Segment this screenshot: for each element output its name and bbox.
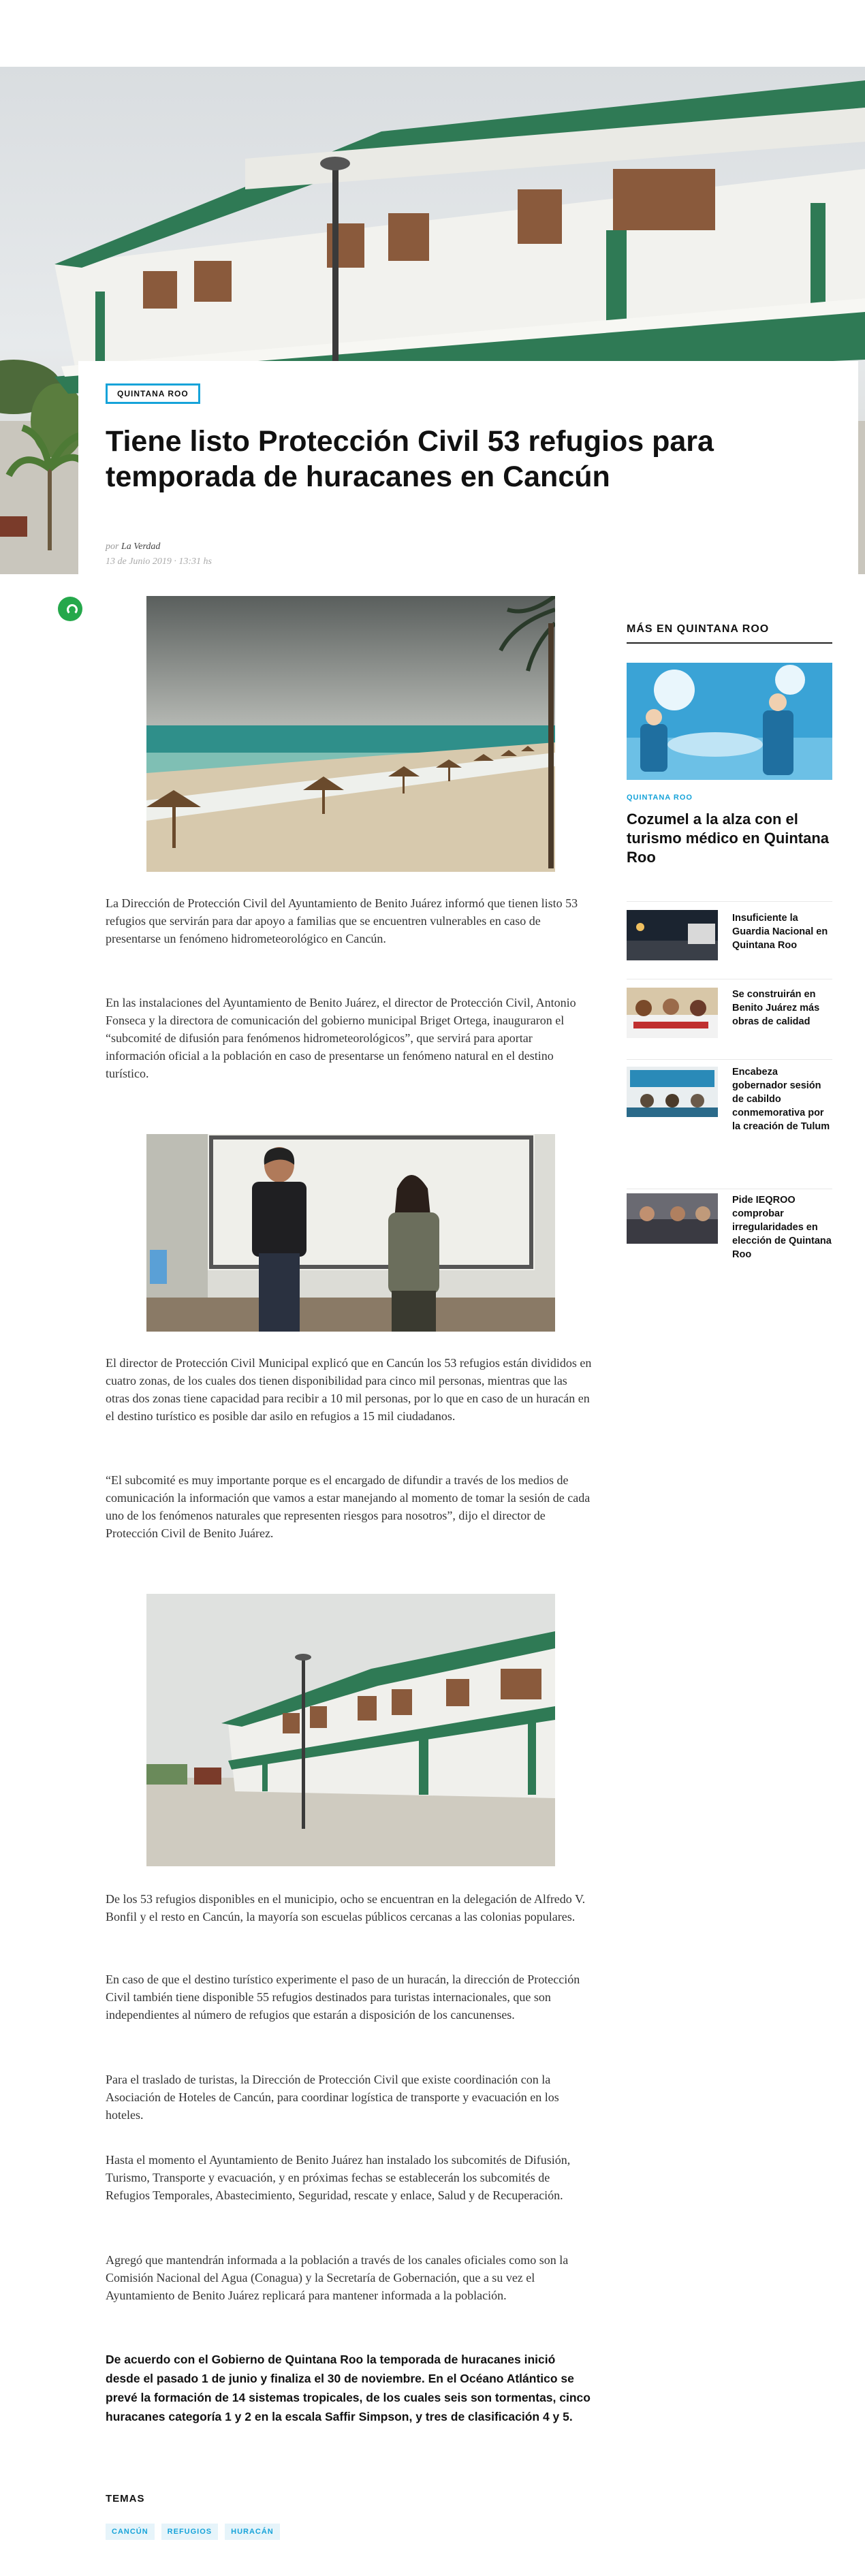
paragraph-5: De los 53 refugios disponibles en el municipio, ocho se encuentran en la delegación de Alfredo V. Bonfil y el resto en Cancún, la mayoría son escuelas públicos cercanas a las colonias populares.	[106, 1892, 586, 1923]
sidebar-item[interactable]	[627, 979, 832, 1051]
byline-prefix: por	[106, 541, 119, 552]
paragraph-10: De acuerdo con el Gobierno de Quintana Roo la temporada de huracanes inició desde el pasado 1 de junio y finaliza el 30 de noviembre. En el Océano Atlántico se prevé la formación de 14 sistemas tropicales, de los cuales seis son tormentas, cinco huracanes categoría 1 y 2 en la escala Saffir Simpson, y tres de clasificación 4 y 5.	[106, 2353, 591, 2423]
paragraph-8: Hasta el momento el Ayuntamiento de Benito Juárez han instalado los subcomités de Difusión, Turismo, Transporte y evacuación, y en próximas fechas se establecerán los subcomités de Refugios Temporales, Abastecimiento, Seguridad, rescate y enlace, Salud y de Recuperación.	[106, 2153, 571, 2202]
tag-refugios[interactable]: REFUGIOS	[161, 2524, 218, 2540]
paragraph-7: Para el traslado de turistas, la Dirección de Protección Civil que existe coordinación con la Asociación de Hoteles de Cancún, para coordinar logística de transporte y evacuación en los hoteles.	[106, 2073, 559, 2122]
featured-image[interactable]	[627, 663, 832, 780]
author-link[interactable]: La Verdad	[121, 541, 161, 552]
byline	[106, 541, 160, 552]
paragraph-2: En las instalaciones del Ayuntamiento de Benito Juárez, el director de Protección Civil, Antonio Fonseca y la directora de comunicación del gobierno municipal Briget Ortega, inauguraron el “subcomité de difusión para fenómenos hidrometeorológicos”, que servirá para aportar información oficial a la población en caso de presentarse un fenómeno natural en el destino turístico.	[106, 996, 576, 1080]
paragraph-3: El director de Protección Civil Municipal explicó que en Cancún los 53 refugios están divididos en cuatro zonas, de los cuales dos tienen disponibilidad para cinco mil personas, mientras que las otras dos zonas tiene capacidad para recibir a 10 mil personas, por lo que en caso de un huracán en el destino turístico es posible dar asilo en refugios a 15 mil ciudadanos.	[106, 1356, 592, 1423]
paragraph-6: En caso de que el destino turístico experimente el paso de un huracán, la dirección de Protección Civil también tiene disponible 55 refugios destinados para turistas internacionales, que son independientes al número de refugios que estarán a disposición de los cancunenses.	[106, 1973, 580, 2022]
sidebar-title: MÁS EN QUINTANA ROO	[627, 623, 832, 644]
tag-huracan[interactable]: HURACÁN	[225, 2524, 280, 2540]
sidebar-item-title[interactable]: Pide IEQROO comprobar irregularidades en elección de Quintana Roo	[732, 1195, 832, 1260]
beach-photo	[146, 596, 555, 872]
paragraph-4: “El subcomité es muy importante porque es el encargado de difundir a través de los medios de comunicación la información que vamos a estar manejando al momento de tomar la sesión de cada uno de los fenómenos naturales que representen riesgos para nosotros”, dijo el director de Protección Civil de Benito Juárez.	[106, 1473, 591, 1540]
tag-list	[106, 2524, 280, 2540]
featured-category[interactable]: QUINTANA ROO	[627, 794, 693, 802]
shelter-building-photo	[146, 1594, 555, 1866]
temas-title: TEMAS	[106, 2493, 145, 2504]
sidebar	[627, 623, 832, 1260]
sidebar-thumbnail	[627, 910, 718, 960]
top-bar	[0, 0, 865, 67]
sidebar-item[interactable]	[627, 901, 832, 970]
section-badge[interactable]: QUINTANA ROO	[106, 383, 200, 404]
sidebar-item-title[interactable]: Encabeza gobernador sesión de cabildo conmemorativa por la creación de Tulum	[732, 1067, 830, 1132]
sidebar-item[interactable]	[627, 1189, 832, 1271]
sidebar-thumbnail	[627, 1067, 718, 1117]
publish-date: 13 de Junio 2019 · 13:31 hs	[106, 556, 212, 567]
paragraph-9: Agregó que mantendrán informada a la población a través de los canales oficiales como son la Comisión Nacional del Agua (Conagua) y la Secretaría de Gobernación, que a su vez el Ayuntamiento de Benito Juárez replicará para mantener informada a la población.	[106, 2253, 569, 2302]
whatsapp-share-icon[interactable]	[58, 597, 82, 621]
press-conference-photo	[146, 1134, 555, 1332]
sidebar-item-title[interactable]: Insuficiente la Guardia Nacional en Quintana Roo	[732, 913, 828, 951]
sidebar-thumbnail	[627, 988, 718, 1038]
paragraph-1: La Dirección de Protección Civil del Ayuntamiento de Benito Juárez informó que tienen listo 53 refugios que servirán para dar apoyo a familias que se encuentren vulnerables en caso de presentarse un fenómeno hidrometeorológico en Cancún.	[106, 896, 578, 945]
tag-cancun[interactable]: CANCÚN	[106, 2524, 155, 2540]
sidebar-thumbnail	[627, 1193, 718, 1244]
sidebar-item[interactable]	[627, 1059, 832, 1176]
page-title: Tiene listo Protección Civil 53 refugios para temporada de huracanes en Cancún	[106, 425, 714, 493]
sidebar-item-title[interactable]: Se construirán en Benito Juárez más obras de calidad	[732, 989, 820, 1027]
featured-title[interactable]: Cozumel a la alza con el turismo médico en Quintana Roo	[627, 811, 830, 866]
